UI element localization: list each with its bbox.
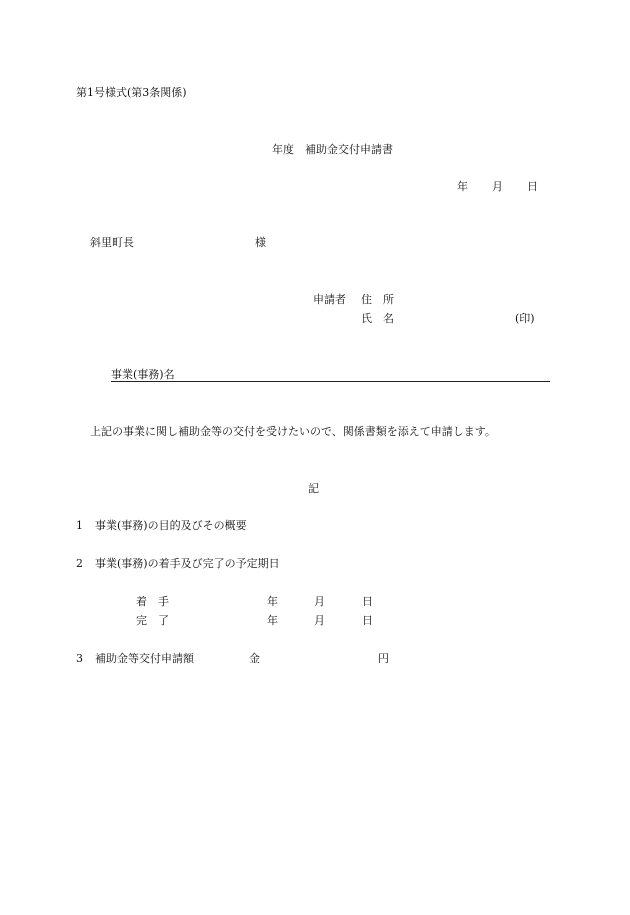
item-2-number: 2 — [76, 557, 83, 570]
project-name-underline — [111, 381, 550, 382]
schedule-end-month: 月 — [314, 614, 325, 627]
item-3-text: 補助金等交付申請額 — [95, 652, 194, 665]
ki-heading: 記 — [308, 482, 319, 495]
schedule-start-year: 年 — [267, 595, 278, 608]
schedule-start-month: 月 — [314, 595, 325, 608]
item-2-text: 事業(事務)の着手及び完了の予定期日 — [95, 557, 280, 570]
body-text: 上記の事業に関し補助金等の交付を受けたいので、関係書類を添えて申請します。 — [90, 425, 496, 438]
schedule-end-year: 年 — [267, 614, 278, 627]
applicant-name-label: 氏 名 — [361, 312, 394, 325]
item-3-yen: 円 — [378, 652, 389, 665]
document-title: 年度 補助金交付申請書 — [272, 143, 393, 156]
schedule-start-day: 日 — [362, 595, 373, 608]
schedule-start-label: 着 手 — [136, 595, 169, 608]
addressee-name: 斜里町長 — [90, 236, 134, 249]
date-year: 年 — [457, 180, 468, 193]
addressee-honorific: 様 — [255, 236, 266, 249]
schedule-end-day: 日 — [362, 614, 373, 627]
form-number: 第1号様式(第3条関係) — [76, 86, 187, 99]
applicant-address-label: 住 所 — [361, 293, 394, 306]
project-name-label: 事業(事務)名 — [111, 368, 175, 381]
seal-mark: (印) — [515, 312, 535, 325]
item-1-number: 1 — [76, 519, 83, 532]
date-month: 月 — [492, 180, 503, 193]
date-day: 日 — [527, 180, 538, 193]
applicant-role: 申請者 — [313, 293, 346, 306]
item-3-kin: 金 — [249, 652, 260, 665]
schedule-end-label: 完 了 — [136, 614, 169, 627]
item-1-text: 事業(事務)の目的及びその概要 — [95, 519, 247, 532]
item-3-number: 3 — [76, 652, 83, 665]
